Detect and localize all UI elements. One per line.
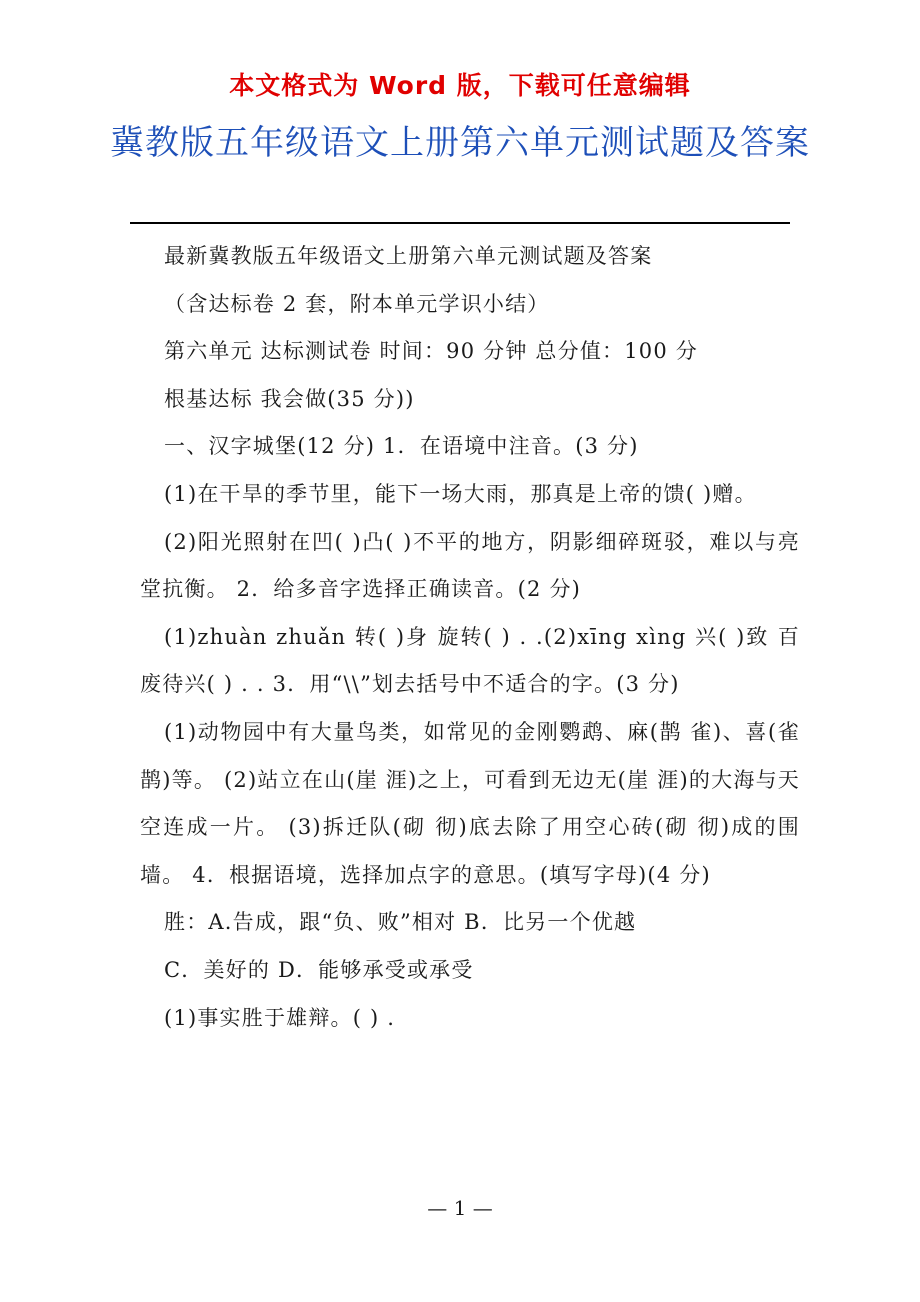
question-paragraph: (1)动物园中有大量鸟类，如常见的金刚鹦鹉、麻(鹊 雀)、喜(雀 鹊)等。 (2)站立在山(崖 涯)之上，可看到无边无(崖 涯)的大海与天空连成一片。 (3)拆迁队(砌 彻)底去除了用空心砖(砌 彻)成的围墙。 4．根据语境，选择加点字的意思。(填写字母)(4 分) (140, 719, 800, 887)
exam-info-paragraph: 第六单元 达标测试卷 时间：90 分钟 总分值：100 分 (164, 339, 698, 364)
title-divider (130, 222, 790, 224)
question-paragraph: (2)阳光照射在凹( )凸( )不平的地方，阴影细碎斑驳，难以与亮堂抗衡。 2．给多音字选择正确读音。(2 分) (140, 529, 800, 602)
subtitle-paragraph: 最新冀教版五年级语文上册第六单元测试题及答案 (164, 244, 653, 268)
format-notice: 本文格式为 Word 版，下载可任意编辑 (229, 71, 691, 100)
option-paragraph: C．美好的 D．能够承受或承受 (164, 957, 474, 982)
document-body (140, 233, 800, 1042)
question-paragraph: 一、汉字城堡(12 分) 1．在语境中注音。(3 分) (164, 434, 639, 459)
question-paragraph: (1)在干旱的季节里，能下一场大雨，那真是上帝的馈( )赠。 (164, 481, 757, 506)
question-paragraph: (1)zhuàn zhuǎn 转( )身 旋转( ) . .(2)xīng xìng 兴( )致 百废待兴( ) . . 3．用“\\”划去括号中不适合的字。(3 分) (140, 624, 800, 697)
document-title: 冀教版五年级语文上册第六单元测试题及答案 (110, 123, 810, 163)
option-paragraph: 胜：A.告成，跟“负、败”相对 B．比另一个优越 (164, 910, 637, 935)
section-heading-paragraph: 根基达标 我会做(35 分)) (164, 386, 415, 411)
page-number: — 1 — (427, 1196, 493, 1220)
question-paragraph: (1)事实胜于雄辩。( ) . (164, 1005, 396, 1030)
scope-note-paragraph: （含达标卷 2 套，附本单元学识小结） (164, 291, 550, 316)
